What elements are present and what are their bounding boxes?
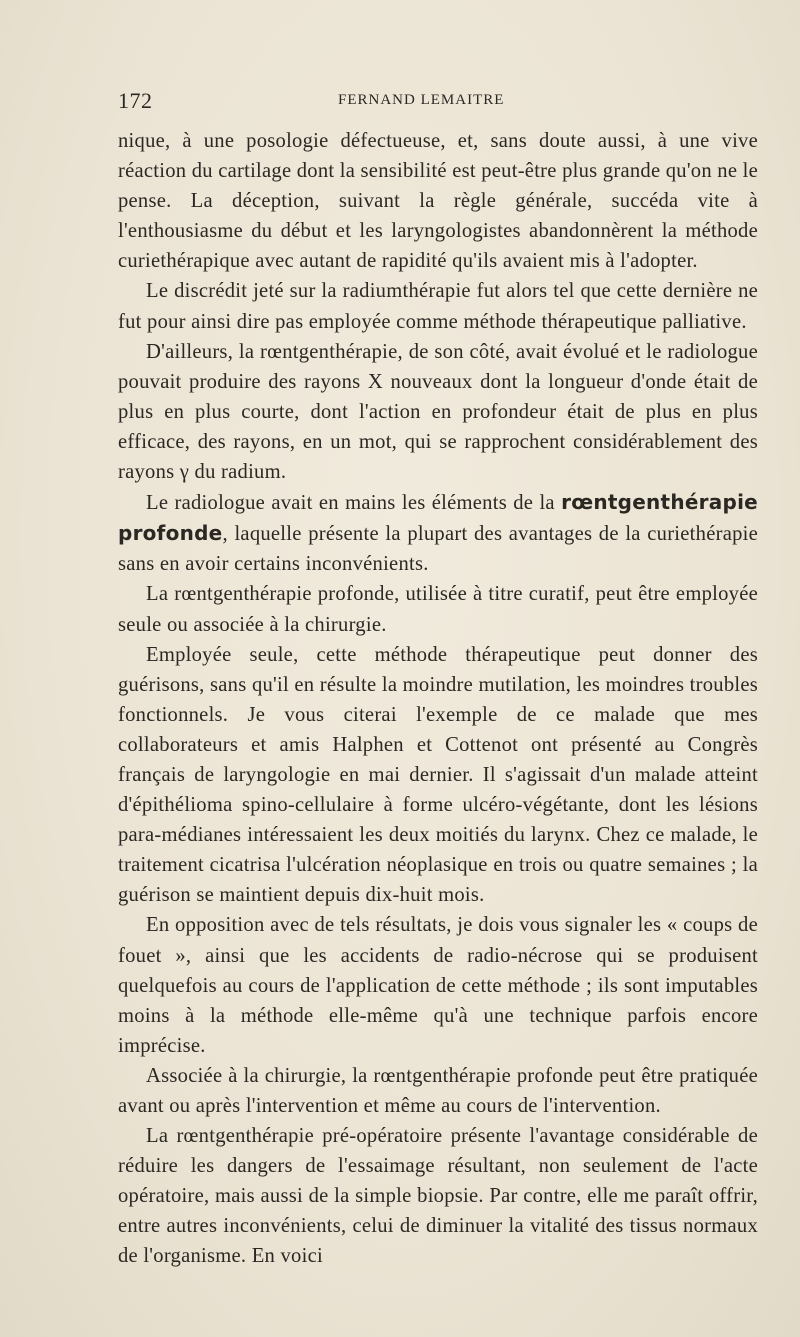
bold-term: rœntgenthérapie profonde: [118, 490, 758, 546]
paragraph-2: Le discrédit jeté sur la radiumthérapie fut alors tel que cette dernière ne fut pour ainsi dire pas employée comme méthode thérapeutique palliative.: [118, 280, 758, 333]
paragraph-8: Associée à la chirurgie, la rœntgenthérapie profonde peut être pratiquée avant ou après l'intervention et même au cours de l'intervention.: [118, 1064, 758, 1117]
paragraph-4: [118, 487, 758, 579]
paragraph-5: La rœntgenthérapie profonde, utilisée à titre curatif, peut être employée seule ou associée à la chirurgie.: [118, 583, 758, 636]
paragraph-4-before: Le radiologue avait en mains les éléments de la: [146, 492, 562, 515]
body-text: [118, 126, 758, 1272]
running-head: FERNAND LEMAITRE: [338, 92, 505, 108]
page-number: 172: [118, 88, 153, 113]
page-header: [118, 88, 758, 118]
paragraph-1: nique, à une posologie défectueuse, et, sans doute aussi, à une vive réaction du cartilage dont la sensibilité est peut-être plus grande qu'on ne le pense. La déception, suivant la règle générale, succéda vite à l'enthousiasme du début et les laryngologistes abandonnèrent la méthode curiethérapique avec autant de rapidité qu'ils avaient mis à l'adopter.: [118, 130, 758, 273]
paragraph-7: En opposition avec de tels résultats, je dois vous signaler les « coups de fouet », ainsi que les accidents de radio-nécrose qui se produisent quelquefois au cours de l'application de cette méthode ; ils sont imputables moins à la méthode elle-même qu'à une technique parfois encore imprécise.: [118, 914, 758, 1057]
paragraph-9: La rœntgenthérapie pré-opératoire présente l'avantage considérable de réduire les dangers de l'essaimage résultant, non seulement de l'acte opératoire, mais aussi de la simple biopsie. Par contre, elle me paraît offrir, entre autres inconvénients, celui de diminuer la vitalité des tissus normaux de l'organisme. En voici: [118, 1125, 758, 1268]
paragraph-3: D'ailleurs, la rœntgenthérapie, de son côté, avait évolué et le radiologue pouvait produire des rayons X nouveaux dont la longueur d'onde était de plus en plus courte, dont l'action en profondeur était de plus en plus efficace, des rayons, en un mot, qui se rapprochent considérablement des rayons γ du radium.: [118, 340, 758, 484]
paragraph-6: Employée seule, cette méthode thérapeutique peut donner des guérisons, sans qu'il en résulte la moindre mutilation, les moindres troubles fonctionnels. Je vous citerai l'exemple de ce malade que mes collaborateurs et amis Halphen et Cottenot ont présenté au Congrès français de laryngologie en mai dernier. Il s'agissait d'un malade atteint d'épithélioma spino-cellulaire à forme ulcéro-végétante, dont les lésions para-médianes intéressaient les deux moitiés du larynx. Chez ce malade, le traitement cicatrisa l'ulcération néoplasique en trois ou quatre semaines ; la guérison se maintient depuis dix-huit mois.: [118, 643, 758, 907]
paragraph-4-after: , laquelle présente la plupart des avantages de la curiethérapie sans en avoir certains inconvénients.: [118, 523, 758, 576]
